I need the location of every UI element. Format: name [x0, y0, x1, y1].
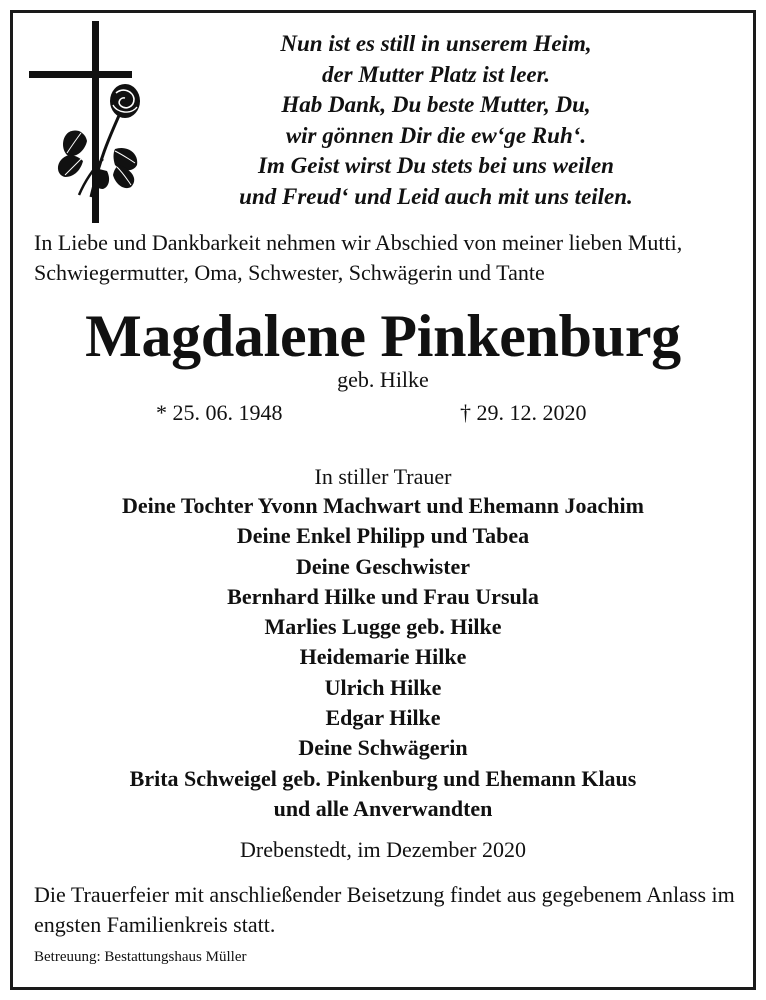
list-item: Bernhard Hilke und Frau Ursula	[227, 583, 539, 609]
list-item: Ulrich Hilke	[324, 674, 442, 700]
list-item: Deine Tochter Yvonn Machwart und Ehemann Joachim	[122, 493, 644, 518]
mourning-heading: In stiller Trauer	[314, 464, 452, 489]
poem	[153, 29, 719, 213]
list-item: Edgar Hilke	[325, 705, 441, 731]
poem-line: Im Geist wirst Du stets bei uns weilen	[258, 153, 614, 179]
deceased-name: Magdalene Pinkenburg	[85, 303, 681, 369]
obituary-card	[10, 10, 756, 990]
farewell-intro: In Liebe und Dankbarkeit nehmen wir Abschied von meiner lieben Mutti, Schwiegermutter, Oma, Schwester, Schwägerin und Tante	[34, 230, 683, 285]
poem-line: wir gönnen Dir die ew‘ge Ruh‘.	[285, 122, 587, 148]
list-item: Heidemarie Hilke	[299, 644, 467, 670]
poem-line: Hab Dank, Du beste Mutter, Du,	[281, 92, 591, 118]
cross-with-rose-icon	[29, 19, 161, 225]
mourners-list	[13, 491, 753, 824]
list-item: Deine Schwägerin	[298, 735, 468, 761]
list-item: Deine Enkel Philipp und Tabea	[236, 523, 530, 549]
poem-line: der Mutter Platz ist leer.	[321, 61, 551, 87]
poem-line: Nun ist es still in unserem Heim,	[280, 31, 592, 56]
undertaker-credit: Betreuung: Bestattungshaus Müller	[34, 949, 247, 965]
poem-line: und Freud‘ und Leid auch mit uns teilen.	[239, 183, 633, 209]
death-date: † 29. 12. 2020	[460, 400, 587, 425]
list-item: Deine Geschwister	[295, 553, 471, 579]
funeral-notice: Die Trauerfeier mit anschließender Beisetzung findet aus gegebenem Anlass im engsten Familienkreis statt.	[34, 882, 735, 937]
list-item: Brita Schweigel geb. Pinkenburg und Ehemann Klaus	[129, 765, 637, 791]
place-date: Drebenstedt, im Dezember 2020	[240, 837, 526, 862]
birth-date: * 25. 06. 1948	[156, 400, 283, 425]
maiden-name: geb. Hilke	[337, 367, 429, 392]
list-item: und alle Anverwandten	[273, 795, 493, 821]
list-item: Marlies Lugge geb. Hilke	[264, 614, 502, 640]
